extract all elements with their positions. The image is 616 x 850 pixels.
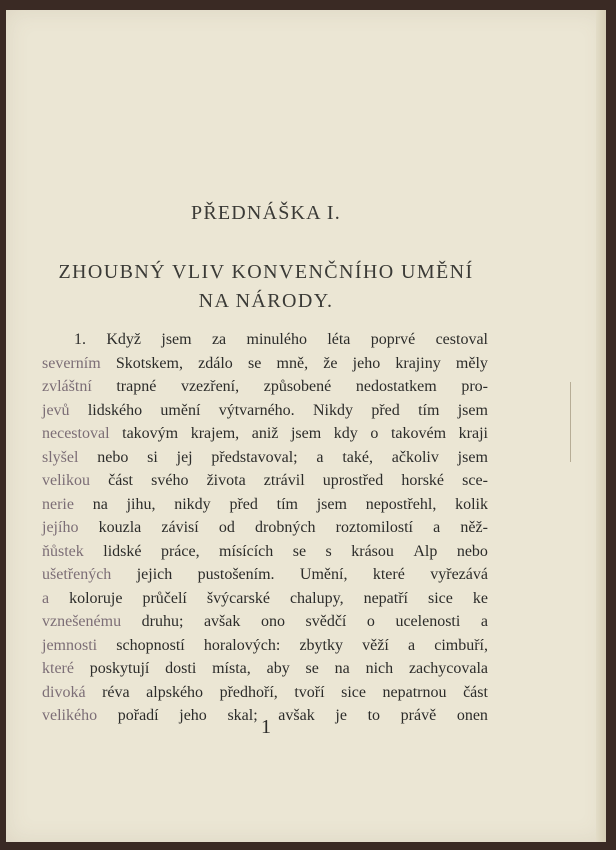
word: místa,: [212, 660, 251, 677]
word: takovém: [390, 425, 447, 442]
word: trapné: [116, 378, 157, 395]
page-edge: [596, 10, 606, 842]
word: nepatří: [363, 589, 408, 607]
word: na: [92, 495, 108, 513]
word: pustošením.: [197, 566, 275, 583]
word: to: [367, 707, 381, 724]
word: drobných: [255, 519, 316, 536]
word: alpského: [146, 683, 204, 701]
word: právě: [400, 707, 437, 724]
book-page: [6, 10, 606, 842]
word: Nikdy: [313, 401, 353, 419]
text-line: [42, 634, 488, 658]
word: cimbuří,: [434, 636, 488, 654]
word: svého: [151, 472, 189, 489]
word: také,: [342, 448, 373, 466]
word: jsem: [457, 448, 488, 466]
text-line: [42, 469, 488, 493]
chapter-title-line-1: ZHOUBNÝ VLIV KONVENČNÍHO UMĚNÍ: [58, 261, 474, 283]
word: práce,: [160, 542, 200, 560]
text-line: [42, 657, 488, 681]
text-line: [42, 540, 488, 564]
word: ňůstek: [42, 542, 84, 560]
word: nerie: [42, 495, 74, 513]
word: ztrávil: [263, 472, 305, 489]
word: tím: [418, 401, 440, 419]
word: života: [206, 472, 246, 489]
word: severním: [42, 354, 101, 372]
word: réva: [102, 683, 130, 701]
text-line: [42, 587, 488, 611]
word: věží: [362, 636, 389, 654]
word: roztomilostí: [335, 519, 413, 536]
word: Alp: [413, 542, 438, 560]
text-line: [42, 399, 488, 423]
word: výtvarného.: [218, 401, 295, 419]
word: jeho: [352, 354, 381, 372]
word: jsem: [290, 425, 322, 442]
word: divoká: [42, 683, 86, 701]
word: vyřezává: [430, 566, 488, 583]
word: mísících: [219, 542, 274, 560]
word: a: [480, 613, 488, 630]
word: které: [42, 660, 74, 677]
word: skal;: [227, 707, 258, 724]
word: kolik: [455, 495, 488, 513]
word: nikdy: [174, 495, 211, 513]
word: jsem: [457, 401, 488, 419]
word: se: [305, 660, 319, 677]
word: ucelenosti: [395, 613, 461, 630]
word: druhu;: [141, 613, 184, 630]
word: představoval;: [211, 448, 298, 466]
word: vznešenému: [42, 613, 122, 630]
word: na: [334, 660, 350, 677]
word: zachycovala: [408, 660, 488, 677]
word: tvoří: [294, 683, 325, 701]
word: jejich: [136, 566, 173, 583]
word: umění: [160, 401, 201, 419]
chapter-title-line-2: NA NÁRODY.: [198, 290, 334, 312]
body-paragraph: [42, 328, 488, 728]
word: jevů: [42, 401, 70, 419]
page-number: 1: [261, 716, 271, 738]
word: slyšel: [42, 448, 79, 466]
word: zbytky: [299, 636, 343, 654]
word: o: [366, 613, 375, 630]
word: uprostřed: [322, 472, 384, 489]
word: takovým: [122, 425, 179, 442]
text-line: [42, 328, 488, 352]
chapter-title: [26, 258, 506, 316]
word: svědčí: [305, 613, 347, 630]
word: se: [292, 542, 307, 560]
word: průčelí: [142, 589, 187, 607]
word: onen: [456, 707, 488, 724]
word: nedostatkem: [355, 378, 437, 395]
word: a: [316, 448, 324, 466]
word: velikou: [42, 472, 90, 489]
text-line: [42, 422, 488, 446]
word: si: [147, 448, 158, 466]
word: které: [372, 566, 405, 583]
word: sice: [427, 589, 453, 607]
word: velikého: [42, 707, 98, 724]
word: horské: [401, 472, 445, 489]
word: způsobené: [263, 378, 332, 395]
word: kraji: [458, 425, 488, 442]
word: a: [407, 636, 416, 654]
word: tím: [276, 495, 298, 513]
text-line: [42, 446, 488, 470]
word: kouzla: [98, 519, 142, 536]
word: zdálo: [198, 354, 233, 372]
word: nepatrnou: [382, 683, 447, 701]
word: je: [335, 707, 347, 724]
lecture-title: PŘEDNÁŠKA I.: [191, 202, 341, 224]
word: jsem: [161, 331, 192, 348]
word: před: [229, 495, 258, 513]
word: s: [325, 542, 332, 560]
word: horalových:: [203, 636, 281, 654]
text-line: [42, 681, 488, 705]
word: nepostřehl,: [365, 495, 437, 513]
word: o: [370, 425, 379, 442]
word: 1.: [74, 331, 86, 348]
text-line: [42, 610, 488, 634]
word: jej: [176, 448, 193, 466]
word: závisí: [161, 519, 199, 536]
word: kdy: [333, 425, 358, 442]
margin-mark: [570, 382, 571, 462]
word: něž-: [460, 519, 488, 536]
word: ušetřených: [42, 566, 112, 583]
word: část: [463, 683, 488, 701]
word: pořadí: [117, 707, 159, 724]
word: Umění,: [299, 566, 348, 583]
word: necestoval: [42, 425, 110, 442]
word: Když: [106, 331, 142, 348]
text-line: [42, 375, 488, 399]
text-line: [42, 352, 488, 376]
word: nebo: [456, 542, 488, 560]
word: aby: [266, 660, 290, 677]
word: měly: [455, 354, 488, 372]
word: krajem,: [190, 425, 240, 442]
word: dosti: [165, 660, 197, 677]
word: léta: [327, 331, 351, 348]
word: poskytují: [89, 660, 150, 677]
word: se: [248, 354, 262, 372]
word: jsem: [316, 495, 347, 513]
word: Skotskem,: [115, 354, 183, 372]
word: jeho: [179, 707, 207, 724]
word: chalupy,: [289, 589, 344, 607]
word: od: [218, 519, 235, 536]
word: ačkoliv: [391, 448, 439, 466]
word: koloruje: [69, 589, 123, 607]
word: a: [433, 519, 441, 536]
word: a: [42, 589, 50, 607]
word: za: [211, 331, 227, 348]
word: avšak: [203, 613, 241, 630]
word: že: [323, 354, 338, 372]
word: jemnosti: [42, 636, 98, 654]
word: krásou: [351, 542, 394, 560]
word: část: [108, 472, 133, 489]
word: pro-: [461, 378, 488, 395]
word: lidského: [87, 401, 143, 419]
word: předhoří,: [219, 683, 278, 701]
word: schopností: [116, 636, 185, 654]
word: poprvé: [370, 331, 416, 348]
word: avšak: [278, 707, 315, 724]
word: sice: [341, 683, 366, 701]
word: nebo: [97, 448, 129, 466]
word: švýcarské: [206, 589, 270, 607]
word: sce-: [462, 472, 488, 489]
word: ke: [472, 589, 488, 607]
word: mně,: [276, 354, 309, 372]
word: krajiny: [395, 354, 441, 372]
word: zvláštní: [42, 378, 92, 395]
word: před: [371, 401, 400, 419]
text-line: [42, 493, 488, 517]
word: aniž: [251, 425, 279, 442]
text-line: [42, 516, 488, 540]
word: cestoval: [435, 331, 488, 348]
word: lidské: [103, 542, 142, 560]
text-line: [42, 563, 488, 587]
word: jejího: [42, 519, 79, 536]
word: minulého: [246, 331, 307, 348]
word: vzezření,: [180, 378, 240, 395]
word: jihu,: [126, 495, 156, 513]
word: ono: [260, 613, 285, 630]
word: nich: [365, 660, 394, 677]
